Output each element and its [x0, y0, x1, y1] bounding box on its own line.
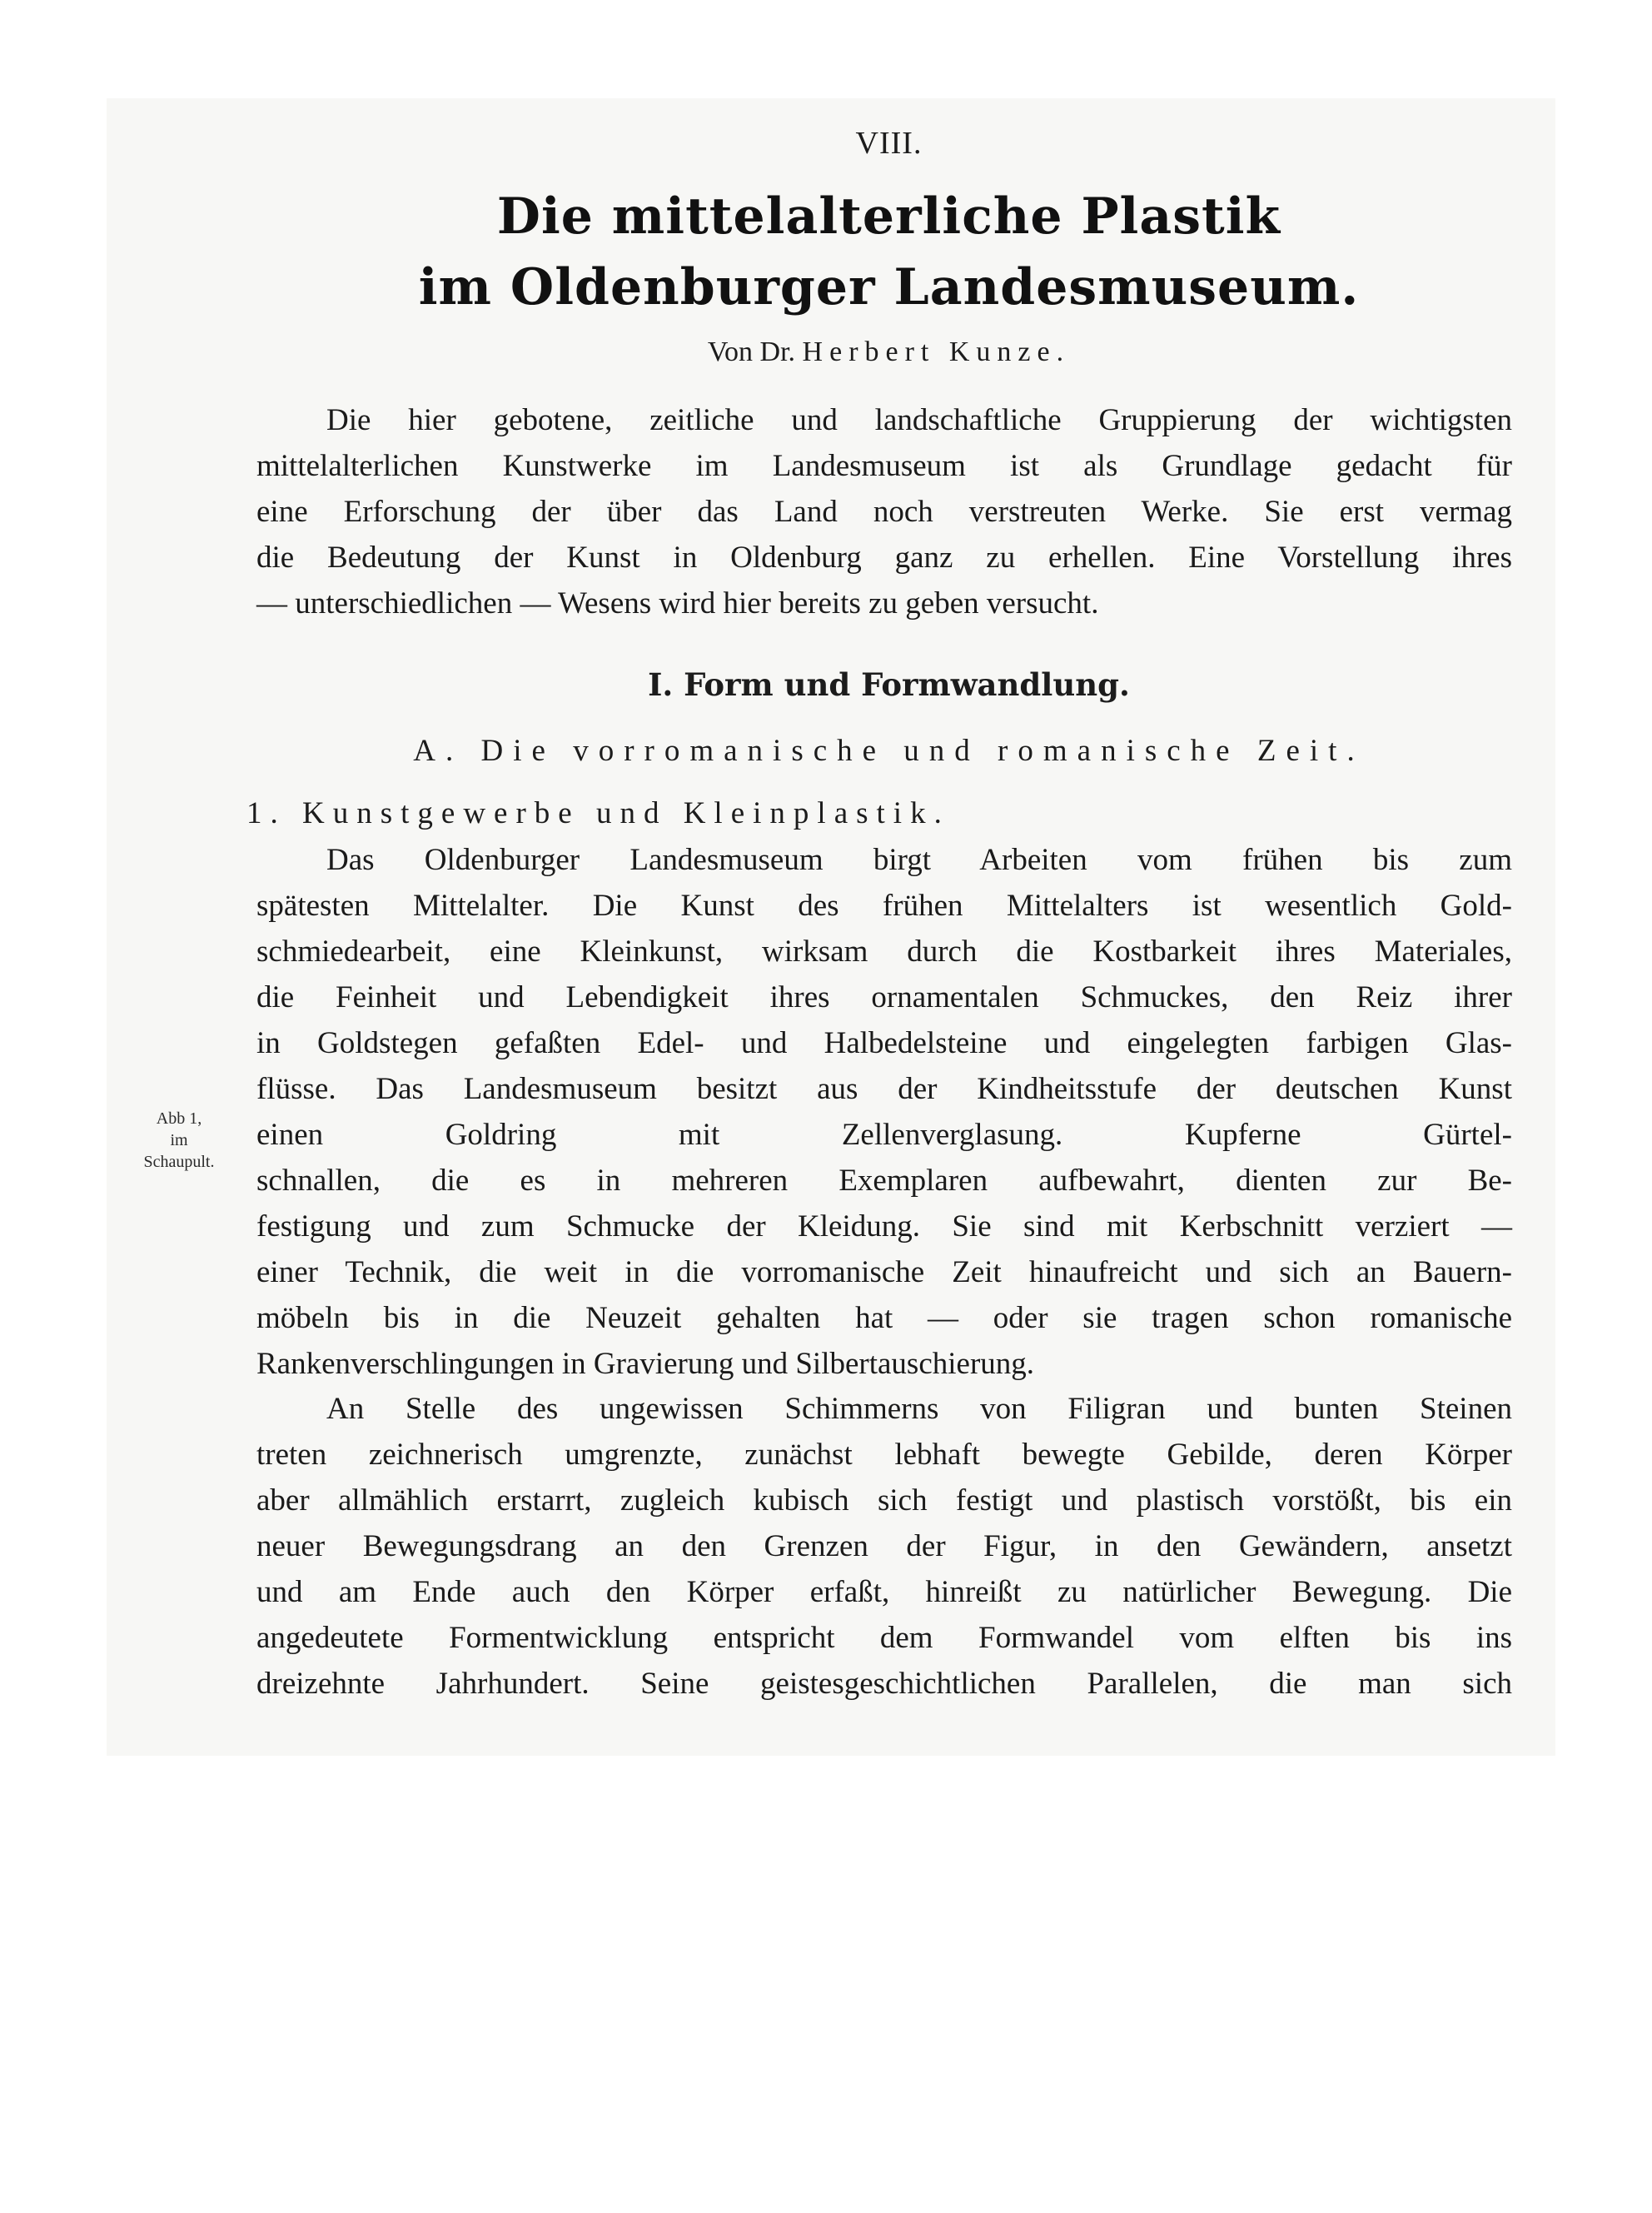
- body-line: in Goldstegen gefaßten Edel- und Halbedelsteine und eingelegten farbigen Glas-: [256, 1026, 1512, 1060]
- body-line: dreizehnte Jahrhundert. Seine geistesgeschichtlichen Parallelen, die man sich: [256, 1667, 1512, 1701]
- body-line: einer Technik, die weit in die vorromanische Zeit hinaufreicht und sich an Bauern-: [256, 1255, 1512, 1289]
- margin-note: [117, 1108, 241, 1173]
- body-line: An Stelle des ungewissen Schimmerns von Filigran und bunten Steinen: [326, 1392, 1512, 1426]
- byline: [0, 336, 1652, 368]
- body-line: schnallen, die es in mehreren Exemplaren aufbewahrt, dienten zur Be-: [256, 1164, 1512, 1198]
- body-paragraph-2: [256, 1386, 1512, 1707]
- body-line: die Feinheit und Lebendigkeit ihres ornamentalen Schmuckes, den Reiz ihrer: [256, 980, 1512, 1014]
- intro-line: — unterschiedlichen — Wesens wird hier bereits zu geben versucht.: [256, 586, 1099, 621]
- body-line: treten zeichnerisch umgrenzte, zunächst lebhaft bewegte Gebilde, deren Körper: [256, 1438, 1512, 1472]
- body-line: neuer Bewegungsdrang an den Grenzen der Figur, in den Gewändern, ansetzt: [256, 1529, 1512, 1563]
- intro-paragraph: [256, 397, 1512, 626]
- article-title-line-2: im Oldenburger Landesmuseum.: [418, 258, 1360, 316]
- article-title-line-1: Die mittelalterliche Plastik: [496, 187, 1281, 246]
- body-paragraph-1: [256, 837, 1512, 1387]
- author-name: Herbert Kunze.: [802, 336, 1071, 367]
- body-line: aber allmählich erstarrt, zugleich kubisch sich festigt und plastisch vorstößt, bis ein: [256, 1483, 1512, 1518]
- section-heading: I. Form und Formwandlung.: [648, 666, 1130, 703]
- margin-note-line: Abb 1,: [156, 1109, 202, 1128]
- body-line: spätesten Mittelalter. Die Kunst des frühen Mittelalters ist wesentlich Gold-: [256, 889, 1512, 923]
- margin-note-line: im: [170, 1131, 188, 1149]
- chapter-number: VIII.: [855, 126, 923, 161]
- subsubsection-heading: 1. Kunstgewerbe und Kleinplastik.: [246, 796, 950, 830]
- byline-prefix: Von Dr.: [707, 336, 796, 367]
- intro-line: eine Erforschung der über das Land noch verstreuten Werke. Sie erst vermag: [256, 495, 1512, 529]
- margin-note-line: Schaupult.: [143, 1153, 215, 1171]
- body-line: festigung und zum Schmucke der Kleidung. Sie sind mit Kerbschnitt verziert —: [256, 1209, 1512, 1244]
- body-line: möbeln bis in die Neuzeit gehalten hat — oder sie tragen schon romanische: [256, 1301, 1512, 1335]
- body-line: und am Ende auch den Körper erfaßt, hinreißt zu natürlicher Bewegung. Die: [256, 1575, 1512, 1609]
- intro-line: Die hier gebotene, zeitliche und landschaftliche Gruppierung der wichtigsten: [326, 403, 1512, 437]
- intro-line: die Bedeutung der Kunst in Oldenburg ganz zu erhellen. Eine Vorstellung ihres: [256, 541, 1512, 575]
- subsection-heading: A. Die vorromanische und romanische Zeit.: [413, 734, 1365, 768]
- body-line: flüsse. Das Landesmuseum besitzt aus der Kindheitsstufe der deutschen Kunst: [256, 1072, 1512, 1106]
- body-line: einen Goldring mit Zellenverglasung. Kupferne Gürtel-: [256, 1118, 1512, 1152]
- body-line: Rankenverschlingungen in Gravierung und Silbertauschierung.: [256, 1347, 1035, 1381]
- body-line: schmiedearbeit, eine Kleinkunst, wirksam durch die Kostbarkeit ihres Materiales,: [256, 935, 1512, 969]
- body-line: angedeutete Formentwicklung entspricht dem Formwandel vom elften bis ins: [256, 1621, 1512, 1655]
- body-line: Das Oldenburger Landesmuseum birgt Arbeiten vom frühen bis zum: [326, 843, 1512, 877]
- intro-line: mittelalterlichen Kunstwerke im Landesmuseum ist als Grundlage gedacht für: [256, 449, 1512, 483]
